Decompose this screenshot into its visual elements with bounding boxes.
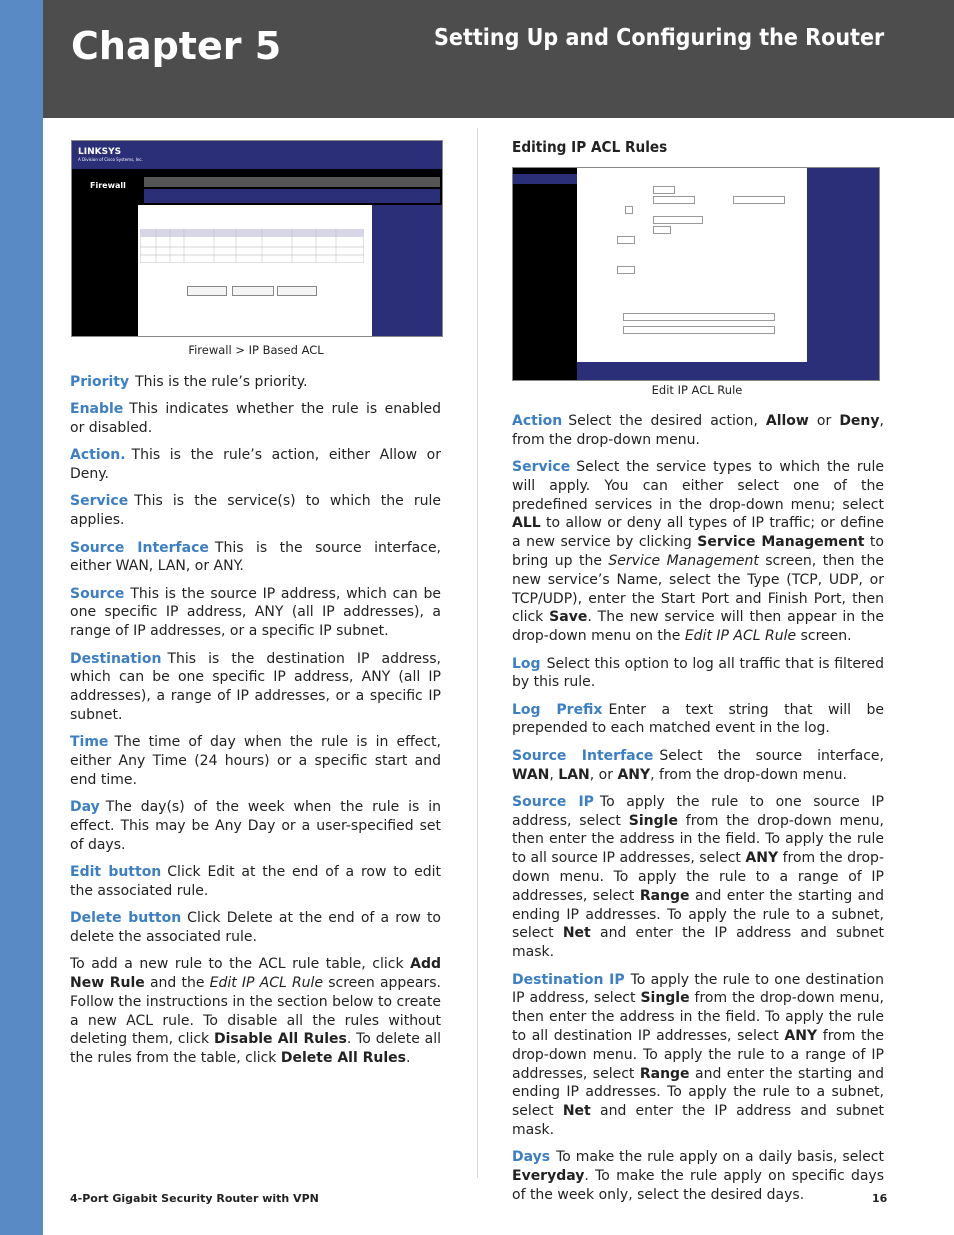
footer-product: 4-Port Gigabit Security Router with VPN [70,1192,319,1205]
ui-title-strip [144,177,440,187]
ui-add-new-rule-button [187,286,227,296]
ui-action-select [653,186,675,194]
def-source-interface-edit: Source Interface Select the source interface, WAN, LAN, or ANY, from the drop-down menu. [512,747,884,783]
ui-time-row [623,326,775,334]
ui-nav-bar [72,169,442,205]
def-days: Days To make the rule apply on a daily basis, select Everyday. To make the rule apply on specific days of the week only, select the desired days. [512,1149,884,1203]
def-enable: Enable This indicates whether the rule is enabled or disabled. [70,401,441,437]
ui-source-if-select [653,226,671,234]
def-service-edit: Service Select the service types to which the rule will apply. You can either select one of the predefined services in the drop-down menu; select ALL to allow or deny all types of IP traffic; or define a new service by clicking Service Management to bring up the Service Management screen, then the new service’s Name, select the Type (TCP, UDP, or TCP/UDP), enter the Start Port and Finish Port, then click Save. The new service will then appear in the drop-down menu on the Edit IP ACL Rule screen. [512,459,884,645]
def-service: Service This is the service(s) to which the rule applies. [70,493,441,529]
editing-heading: Editing IP ACL Rules [512,138,668,156]
section-title: Setting Up and Configuring the Router [433,25,884,51]
ui-help-panel-2 [807,168,879,380]
page-number: 16 [872,1192,888,1205]
ui-tab-strip [144,189,440,203]
ui-side-panel-2 [513,168,577,380]
ui-dest-ip-select [617,266,635,274]
ui-section-label: Firewall [90,181,126,190]
left-sidebar-band [0,0,43,1235]
def-log: Log Select this option to log all traffic that is filtered by this rule. [512,655,884,691]
page-header [43,0,954,118]
ui-service-mgmt-button [733,196,785,204]
figure2-caption: Edit IP ACL Rule [651,383,743,397]
def-destination-ip: Destination IP To apply the rule to one destination IP address, select Single from the drop-down menu, then enter the address in the field. To apply the rule to all destination IP addresses, select ANY from the drop-down menu. To apply the rule to a range of IP addresses, select Range and enter the starting and ending IP addresses. To apply the rule to a subnet, select Net and enter the IP address and subnet mask. [512,971,885,1138]
right-column [512,412,884,1213]
linksys-logo: LINKSYS A Division of Cisco Systems, Inc. [78,147,143,162]
ui-service-select [653,196,695,204]
def-action: Action. This is the rule’s action, either Allow or Deny. [70,447,441,483]
firewall-screenshot [71,140,443,337]
ui-disable-all-button [232,286,274,296]
column-divider [477,128,478,1178]
ui-log-checkbox [625,206,633,214]
left-column [70,373,441,1077]
ui-side-panel [72,205,138,336]
figure1-caption: Firewall > IP Based ACL [188,343,324,357]
def-edit-button: Edit button Click Edit at the end of a row to edit the associated rule. [70,864,441,899]
def-source: Source This is the source IP address, which can be one specific IP address, ANY (all IP addresses), a range of IP addresses, or a specific IP subnet. [70,585,441,640]
ui-top-bar [72,141,442,169]
ui-delete-all-button [277,286,317,296]
ui-source-ip-select [617,236,635,244]
def-action-edit: Action Select the desired action, Allow or Deny, from the drop-down menu. [512,413,884,448]
edit-acl-screenshot [512,167,880,381]
ui-log-prefix-field [653,216,703,224]
def-delete-button: Delete button Click Delete at the end of a row to delete the associated rule. [70,910,442,945]
def-day: Day The day(s) of the week when the rule is in effect. This may be Any Day or a user-specified set of days. [70,799,441,853]
ui-bottom-bar-2 [577,362,807,380]
def-priority: Priority This is the rule’s priority. [70,374,308,390]
def-time: Time The time of day when the rule is in effect, either Any Time (24 hours) or a specific start and end time. [70,734,441,788]
def-source-ip: Source IP To apply the rule to one source IP address, select Single from the drop-down menu, then enter the address in the field. To apply the rule to all source IP addresses, select ANY from the drop-down menu. To apply the rule to a range of IP addresses, select Range and enter the starting and ending IP addresses. To apply the rule to a subnet, select Net and enter the IP address and subnet mask. [512,793,885,961]
def-destination: Destination This is the destination IP address, which can be one specific IP address, ANY (all IP addresses), a range of IP addresses, or a specific IP subnet. [70,650,441,723]
ui-days-row [623,313,775,321]
ui-rule-table [140,229,364,263]
def-source-interface: Source Interface This is the source interface, either WAN, LAN, or ANY. [70,539,442,575]
ui-header-tab-2 [513,174,577,184]
ui-help-panel [372,205,442,336]
closing-paragraph: To add a new rule to the ACL rule table, click Add New Rule and the Edit IP ACL Rule screen appears. Follow the instructions in the section below to create a new ACL rule. To disable all the rules without deleting them, click Disable All Rules. To delete all the rules from the table, click Delete All Rules. [70,956,441,1067]
def-log-prefix: Log Prefix Enter a text string that will be prepended to each matched event in the log. [512,701,884,737]
chapter-title: Chapter 5 [71,24,282,68]
